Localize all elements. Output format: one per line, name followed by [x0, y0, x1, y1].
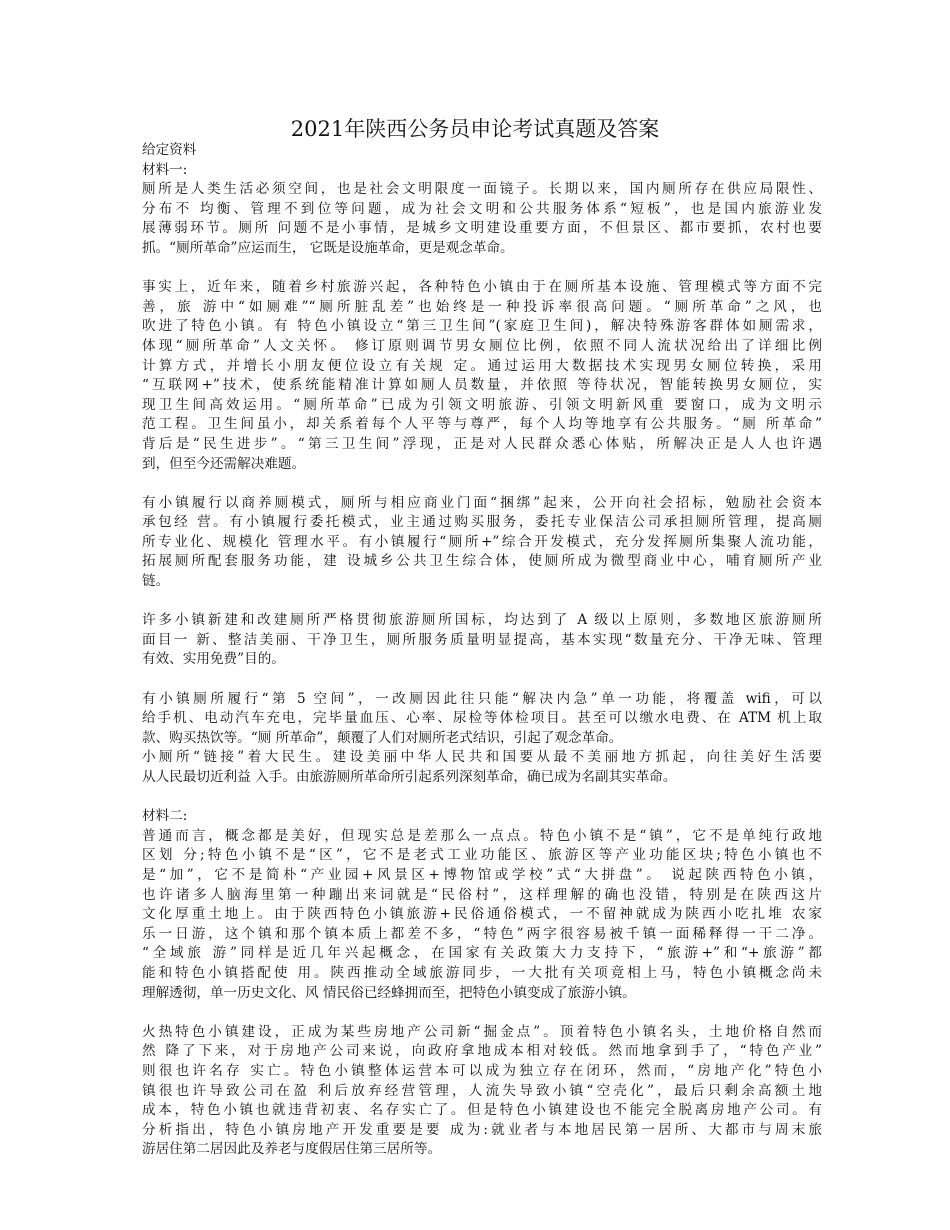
- text-line: 承包经 营。有小镇履行委托模式，业主通过购买服务，委托专业保洁公司承担厕所管理，提高厕: [142, 514, 822, 531]
- text-line: 计算方式，并增长小朋友便位设立有关规 定。通过运用大数据技术实现男女厕位转换，采用: [142, 357, 822, 374]
- text-line: 面目一 新、整洁美丽、干净卫生，厕所服务质量明显提高，基本实现“数量充分、干净无味、管理: [142, 631, 822, 648]
- text-line: 体现“厕所革命”人文关怀。 修订原则调节男女厕位比例，依照不同人流状况给出了详细比例: [142, 337, 822, 354]
- text-line: 许多小镇新建和改建厕所严格贯彻旅游厕所国标，均达到了 A 级以上原则，多数地区旅游厕所: [142, 612, 822, 629]
- text-line: 链。: [142, 573, 170, 590]
- text-line: 抓。“厕所革命”应运而生， 它既是设施革命，更是观念革命。: [142, 239, 514, 256]
- text-line: 范工程。卫生间虽小，却关系着每个人平等与尊严，每个人均等地享有公共服务。“厕 所革命”: [142, 416, 822, 433]
- paragraph: [142, 278, 822, 474]
- material-1-label: 材料一:: [142, 161, 188, 178]
- text-line: 镇很也许导致公司在盈 利后放弃经营管理，人流失导致小镇“空壳化”，最后只剩余高额土地: [142, 1082, 822, 1099]
- text-line: 文化厚重土地上。由于陕西特色小镇旅游+民俗通俗模式，一不留神就成为陕西小吃扎堆 农家: [142, 906, 822, 923]
- text-line: 有效、实用免费”目的。: [142, 651, 285, 668]
- paragraph: [142, 611, 822, 670]
- document-body: [142, 141, 822, 1160]
- material-2-content: [142, 827, 822, 1160]
- text-line: 有小镇厕所履行“第 5 空间”，一改厕因此往只能“解决内急”单一功能，将覆盖 wifi，可以: [142, 690, 822, 707]
- text-line: 分布不 均衡、管理不到位等问题，成为社会文明和公共服务体系“短板”，也是国内旅游业发: [142, 200, 822, 217]
- text-line: 理解透彻，单一历史文化、风 情民俗已经蜂拥而至，把特色小镇变成了旅游小镇。: [142, 984, 636, 1001]
- paragraph: [142, 1023, 822, 1160]
- text-line: 给手机、电动汽车充电，完毕量血压、心率、尿检等体检项目。甚至可以缴水电费、在 ATM 机上取: [142, 710, 822, 727]
- text-line: 小厕所“链接”着大民生。建设美丽中华人民共和国要从最不美丽地方抓起，向往美好生活要: [142, 749, 822, 766]
- text-line: 吹进了特色小镇。有 特色小镇设立“第三卫生间”(家庭卫生间)，解决特殊游客群体如厕需求，: [142, 318, 822, 335]
- text-line: 从人民最切近利益 入手。由旅游厕所革命所引起系列深刻革命，确已成为名副其实革命。: [142, 769, 677, 785]
- text-line: 所专业化、规模化 管理水平。有小镇履行“厕所+”综合开发模式，充分发挥厕所集聚人流功能，: [142, 533, 822, 550]
- text-line: 有小镇履行以商养厕模式，厕所与相应商业门面“捆绑”起来，公开向社会招标，勉励社会资本: [142, 494, 822, 511]
- given-materials-label: 给定资料: [142, 142, 197, 158]
- paragraph: [142, 494, 822, 592]
- text-line: 厕所是人类生活必须空间，也是社会文明限度一面镜子。长期以来，国内厕所存在供应局限性、: [142, 181, 822, 198]
- material-2-label: 材料二:: [142, 808, 188, 825]
- text-line: 火热特色小镇建设，正成为某些房地产公司新“掘金点”。顶着特色小镇名头，土地价格自然而: [142, 1023, 822, 1040]
- text-line: 普通而言，概念都是美好，但现实总是差那么一点点。特色小镇不是“镇”，它不是单纯行政地: [142, 827, 822, 844]
- paragraph: [142, 180, 822, 258]
- paragraph: [142, 748, 822, 787]
- text-line: 乐一日游，这个镇和那个镇本质上都差不多，“特色”两字很容易被千镇一面稀释得一干二净。: [142, 925, 822, 942]
- paragraph: [142, 690, 822, 749]
- text-line: 到，但至今还需解决难题。: [142, 455, 306, 472]
- text-line: 则很也许名存 实亡。特色小镇整体运营本可以成为独立存在闭环，然而，“房地产化”特色小: [142, 1062, 822, 1079]
- text-line: 成本，特色小镇也就违背初衷、名存实亡了。但是特色小镇建设也不能完全脱离房地产公司。有: [142, 1102, 822, 1119]
- text-line: 是“加”，它不是简朴“产业园+风景区+博物馆或学校”式“大拼盘”。 说起陕西特色小镇，: [142, 866, 822, 883]
- text-line: 拓展厕所配套服务功能，建 设城乡公共卫生综合体，使厕所成为微型商业中心，哺育厕所产业: [142, 553, 822, 570]
- document-title: 2021年陕西公务员申论考试真题及答案: [290, 117, 660, 141]
- text-line: 善，旅 游中“如厕难”“厕所脏乱差”也始终是一种投诉率很高问题。“厕所革命”之风，也: [142, 298, 822, 315]
- text-line: 也许诸多人脑海里第一种蹦出来词就是“民俗村”，这样理解的确也没错，特别是在陕西这片: [142, 886, 822, 903]
- text-line: 分析指出，特色小镇房地产开发重要是要 成为:就业者与本地居民第一居所、大都市与周末旅: [142, 1121, 822, 1138]
- paragraph: [142, 827, 822, 1003]
- text-line: 游居住第二居因此及养老与度假居住第三居所等。: [142, 1141, 442, 1158]
- material-1-content: [142, 180, 822, 787]
- text-line: 能和特色小镇搭配使 用。陕西推动全域旅游同步，一大批有关项竟相上马，特色小镇概念尚未: [142, 964, 822, 981]
- text-line: 款、购买热饮等。“厕 所革命”，颠覆了人们对厕所老式结识，引起了观念革命。: [142, 729, 623, 746]
- text-line: 展薄弱环节。厕所 问题不是小事情，是城乡文明建设重要方面，不但景区、都市要抓，农村也要: [142, 220, 822, 237]
- text-line: 背后是“民生进步”。“第三卫生间”浮现，正是对人民群众悉心体贴，所解决正是人人也许遇: [142, 435, 822, 452]
- text-line: 区划 分;特色小镇不是“区”，它不是老式工业功能区、旅游区等产业功能区块;特色小镇也不: [142, 847, 822, 864]
- text-line: 事实上，近年来，随着乡村旅游兴起，各种特色小镇由于在厕所基本设施、管理模式等方面不完: [142, 279, 822, 296]
- text-line: 现卫生间高效运用。“厕所革命”已成为引领文明旅游、引领文明新风重 要窗口，成为文明示: [142, 396, 822, 413]
- text-line: “互联网+”技术，使系统能精准计算如厕人员数量，并依照 等待状况，智能转换男女厕位，实: [142, 377, 822, 394]
- text-line: “全域旅 游”同样是近几年兴起概念，在国家有关政策大力支持下，“旅游+”和“+旅游”都: [142, 945, 822, 962]
- text-line: 然 降了下来，对于房地产公司来说，向政府拿地成本相对较低。然而地拿到手了，“特色产业”: [142, 1043, 822, 1060]
